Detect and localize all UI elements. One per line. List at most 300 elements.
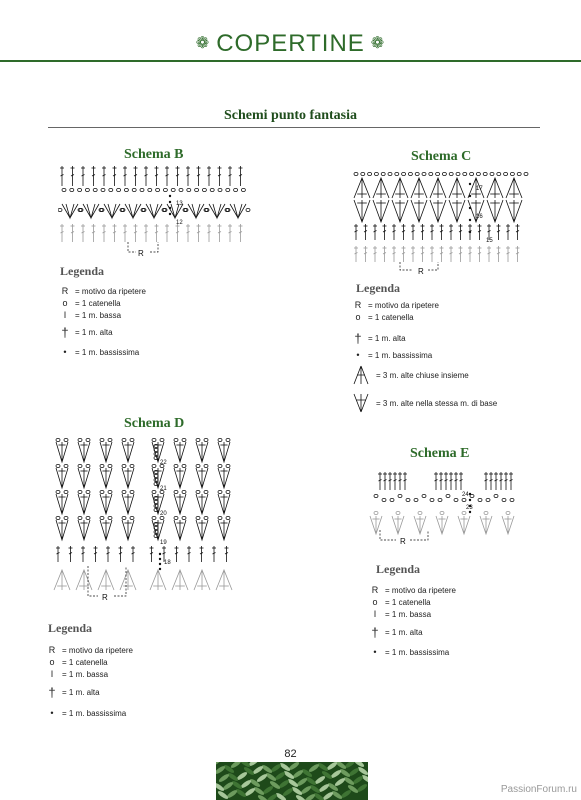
chart-stroke (86, 516, 90, 519)
chart-stroke (442, 172, 446, 175)
knit-stitch (218, 773, 230, 783)
schema-d-title: Schema D (124, 416, 185, 431)
chart-stroke (226, 516, 230, 519)
flower-icon: ❁ (370, 34, 386, 52)
chart-stroke (478, 498, 482, 501)
slip-stitch-icon: • (50, 708, 54, 718)
chart-stroke (469, 219, 471, 221)
slip-stitch-icon: • (373, 647, 377, 657)
header-title: COPERTINE (216, 30, 365, 57)
chart-stroke (159, 568, 161, 570)
chart-stroke (396, 511, 400, 514)
chart-stroke (169, 207, 171, 209)
legend-text: = 1 m. alta (62, 687, 100, 697)
legend-text: = motivo da ripetere (62, 645, 133, 655)
chart-stroke (174, 438, 178, 441)
repeat-icon: R (61, 286, 69, 296)
legend-text: = 1 catenella (62, 657, 108, 667)
legend-row (59, 297, 146, 309)
single-crochet-icon: I (63, 310, 67, 320)
legend-row (369, 584, 456, 596)
chart-stroke (159, 563, 161, 565)
section-title: Schemi punto fantasia (223, 108, 358, 123)
single-crochet-icon: I (50, 669, 54, 679)
chart-stroke (64, 516, 68, 519)
chart-stroke (454, 498, 458, 501)
chart-stroke (411, 178, 427, 198)
knit-stitch (308, 763, 320, 773)
chart-stroke (101, 188, 105, 191)
chart-stroke (83, 204, 99, 218)
repeat-icon: R (354, 300, 362, 310)
chart-stroke (122, 490, 126, 493)
chart-stroke (395, 172, 399, 175)
chart-stroke (174, 516, 178, 519)
schema-b-legend-title: Legenda (60, 264, 105, 278)
chart-stroke (58, 208, 62, 211)
chart-stroke (122, 438, 126, 441)
knit-stitch (217, 790, 229, 800)
legend-text: = 1 m. bassa (385, 609, 432, 619)
chart-stroke (56, 464, 60, 467)
chart-stroke (440, 511, 444, 514)
legend-text: = 1 m. bassissima (368, 350, 433, 360)
schema-b-diagram (58, 162, 258, 262)
legend-text: = 1 m. bassissima (75, 347, 140, 357)
schema-d-legend-title: Legenda (48, 621, 93, 635)
chart-stroke (188, 204, 204, 218)
schema-c-title: Schema C (411, 149, 472, 164)
knit-stitch (357, 766, 368, 776)
legend-text: = 1 catenella (75, 298, 121, 308)
schema-e-legend (369, 584, 456, 660)
chart-stroke (494, 494, 498, 497)
chart-stroke (390, 498, 394, 501)
legend-row (369, 608, 456, 620)
chart-stroke (54, 570, 70, 590)
chart-stroke (86, 438, 90, 441)
chart-stroke (194, 570, 210, 590)
legend-text: = 1 m. alta (368, 333, 406, 343)
double-crochet-icon: † (371, 624, 379, 640)
chart-stroke (156, 188, 160, 191)
legend-row (46, 644, 133, 656)
chart-stroke (117, 188, 121, 191)
chart-stroke (382, 498, 386, 501)
chart-stroke (202, 188, 206, 191)
chart-stroke (402, 172, 406, 175)
legend-row (46, 704, 133, 722)
schema-e-number: 24 (462, 492, 469, 498)
chart-stroke (226, 464, 230, 467)
knit-stitch (343, 776, 355, 786)
schema-b-repeat-label: R (138, 249, 144, 258)
chart-stroke (218, 188, 222, 191)
chart-stroke (226, 438, 230, 441)
knit-stitch (283, 770, 295, 780)
legend-text: = 1 m. alta (75, 327, 113, 337)
schema-d-repeat-label: R (102, 593, 108, 602)
legend-text: = 3 m. alte nella stessa m. di base (376, 398, 498, 408)
chart-stroke (234, 188, 238, 191)
chart-stroke (150, 570, 166, 590)
knit-stitch (265, 772, 277, 782)
chart-stroke (374, 511, 378, 514)
legend-text: = motivo da ripetere (75, 286, 146, 296)
legend-text: = 1 catenella (385, 597, 431, 607)
schema-c-number: 17 (476, 186, 483, 192)
schema-b-number: 12 (176, 220, 183, 226)
chart-stroke (381, 172, 385, 175)
knit-stitch (309, 784, 321, 794)
schema-c-number: 15 (486, 238, 493, 244)
chart-stroke (56, 490, 60, 493)
chart-stroke (504, 172, 508, 175)
chart-stroke (487, 178, 503, 198)
section-divider (48, 127, 540, 128)
page-header (0, 30, 581, 58)
knit-stitch (227, 772, 239, 782)
chart-stroke (506, 178, 522, 198)
chart-stroke (210, 188, 214, 191)
schema-c-diagram (352, 170, 537, 280)
chart-stroke (484, 511, 488, 514)
chart-stroke (64, 490, 68, 493)
chart-stroke (429, 172, 433, 175)
knit-stitch (279, 762, 291, 772)
chain-icon: o (62, 298, 68, 308)
flower-icon: ❁ (195, 34, 211, 52)
chart-stroke (406, 498, 410, 501)
chart-stroke (218, 464, 222, 467)
schema-e-repeat-label: R (400, 537, 406, 546)
chart-stroke (140, 188, 144, 191)
chart-stroke (130, 490, 134, 493)
chart-stroke (78, 516, 82, 519)
chart-stroke (469, 499, 471, 501)
chain-icon: o (372, 597, 378, 607)
schema-d-number: 20 (160, 511, 167, 517)
schema-b-legend (59, 285, 146, 361)
schema-d-legend (46, 644, 133, 722)
chart-stroke (179, 188, 183, 191)
chart-stroke (196, 464, 200, 467)
schema-c-legend-title: Legenda (356, 281, 401, 295)
chart-stroke (218, 490, 222, 493)
chart-stroke (163, 188, 167, 191)
legend-row (352, 349, 497, 361)
chart-stroke (218, 516, 222, 519)
legend-row (352, 361, 497, 389)
double-crochet-icon: † (48, 684, 56, 700)
chart-stroke (64, 464, 68, 467)
legend-row (59, 285, 146, 297)
legend-row (352, 311, 497, 323)
slip-stitch-icon: • (63, 347, 67, 357)
chart-stroke (122, 516, 126, 519)
legend-row (59, 343, 146, 361)
chart-stroke (510, 172, 514, 175)
chart-stroke (182, 464, 186, 467)
chart-stroke (78, 464, 82, 467)
chart-stroke (56, 516, 60, 519)
schema-d-diagram (48, 436, 248, 606)
legend-text: = 1 m. bassissima (385, 647, 450, 657)
chart-stroke (361, 172, 365, 175)
chart-stroke (415, 172, 419, 175)
repeat-icon: R (48, 645, 56, 655)
schema-e-number: 23 (466, 505, 473, 511)
chart-stroke (152, 464, 156, 467)
chart-stroke (422, 494, 426, 497)
chart-stroke (490, 172, 494, 175)
chart-stroke (56, 438, 60, 441)
legend-text: = 1 m. alta (385, 627, 423, 637)
chart-stroke (85, 188, 89, 191)
legend-text: = 1 m. bassissima (62, 708, 127, 718)
chart-stroke (486, 498, 490, 501)
chart-stroke (470, 172, 474, 175)
chart-stroke (108, 464, 112, 467)
chart-stroke (182, 516, 186, 519)
chart-stroke (196, 490, 200, 493)
chart-stroke (182, 490, 186, 493)
knit-stitch (339, 768, 351, 778)
schema-d-number: 22 (160, 460, 167, 466)
schema-c-repeat-label: R (418, 267, 424, 276)
knit-stitch (331, 790, 343, 800)
knit-texture-image (216, 762, 368, 800)
double-crochet-icon: † (61, 324, 69, 340)
chart-stroke (408, 172, 412, 175)
chart-stroke (226, 490, 230, 493)
knit-stitch (230, 762, 242, 769)
knit-stitch (305, 776, 317, 786)
legend-text: = motivo da ripetere (385, 585, 456, 595)
knit-stitch (287, 778, 299, 788)
chart-stroke (159, 553, 161, 555)
chart-stroke (64, 438, 68, 441)
chart-stroke (354, 178, 370, 198)
legend-text: = 3 m. alte chiuse insieme (376, 370, 469, 380)
chart-stroke (130, 438, 134, 441)
chart-stroke (104, 204, 120, 218)
chain-icon: o (49, 657, 55, 667)
watermark: PassionForum.ru (500, 784, 577, 795)
chart-stroke (78, 188, 82, 191)
knit-texture-pattern (216, 762, 368, 800)
chart-stroke (469, 195, 471, 197)
chart-stroke (100, 516, 104, 519)
chart-stroke (132, 188, 136, 191)
legend-text: = 1 m. bassa (62, 669, 109, 679)
chart-stroke (246, 208, 250, 211)
chart-stroke (146, 204, 162, 218)
chart-stroke (195, 188, 199, 191)
chart-stroke (430, 178, 446, 198)
knit-stitch (253, 786, 265, 796)
chart-stroke (392, 178, 408, 198)
header-divider (0, 60, 581, 62)
schema-d-number: 18 (164, 560, 171, 566)
legend-text: = 1 catenella (368, 312, 414, 322)
slip-stitch-icon: • (356, 350, 360, 360)
chart-stroke (230, 204, 246, 218)
chart-stroke (506, 511, 510, 514)
chart-stroke (174, 464, 178, 467)
legend-text: = 1 m. bassa (75, 310, 122, 320)
legend-row (369, 596, 456, 608)
chart-stroke (76, 570, 92, 590)
knit-stitch (261, 764, 273, 774)
chart-stroke (216, 570, 232, 590)
chart-stroke (204, 490, 208, 493)
chart-stroke (182, 438, 186, 441)
chart-stroke (469, 183, 471, 185)
chart-stroke (469, 511, 471, 513)
chart-stroke (510, 498, 514, 501)
knit-stitch (256, 773, 268, 783)
chart-stroke (159, 558, 161, 560)
schema-e-legend-title: Legenda (376, 562, 421, 576)
legend-row (46, 656, 133, 668)
chart-stroke (469, 231, 471, 233)
chart-stroke (436, 172, 440, 175)
knit-stitch (317, 762, 329, 772)
chart-stroke (430, 498, 434, 501)
chart-stroke (108, 438, 112, 441)
chart-stroke (187, 188, 191, 191)
chart-stroke (241, 188, 245, 191)
chart-stroke (174, 490, 178, 493)
chart-stroke (122, 464, 126, 467)
schema-d-number: 19 (160, 540, 167, 546)
schema-c-number: 16 (476, 214, 483, 220)
chart-stroke (78, 438, 82, 441)
chart-stroke (86, 464, 90, 467)
chart-stroke (418, 511, 422, 514)
knit-stitch (282, 787, 294, 797)
schema-e-title: Schema E (410, 446, 470, 461)
chart-stroke (354, 172, 358, 175)
cluster-icon (352, 364, 370, 386)
chart-stroke (172, 570, 188, 590)
chart-stroke (414, 498, 418, 501)
chart-stroke (169, 201, 171, 203)
chart-stroke (463, 172, 467, 175)
repeat-icon: R (371, 585, 379, 595)
chart-stroke (422, 172, 426, 175)
chart-stroke (130, 464, 134, 467)
chart-stroke (204, 438, 208, 441)
chart-stroke (524, 172, 528, 175)
chart-stroke (502, 498, 506, 501)
chart-stroke (93, 188, 97, 191)
chart-stroke (152, 516, 156, 519)
legend-row (59, 321, 146, 343)
legend-row (46, 668, 133, 680)
chart-stroke (70, 188, 74, 191)
schema-b-title: Schema B (124, 147, 184, 162)
schema-c-legend (352, 299, 497, 417)
legend-row (352, 327, 497, 349)
chart-stroke (196, 438, 200, 441)
chart-stroke (154, 482, 158, 485)
chart-stroke (226, 188, 230, 191)
chart-stroke (497, 172, 501, 175)
chart-stroke (108, 516, 112, 519)
legend-row (59, 309, 146, 321)
legend-row (369, 644, 456, 660)
chart-stroke (100, 438, 104, 441)
knit-stitch (216, 765, 226, 775)
chart-stroke (456, 172, 460, 175)
chart-stroke (108, 490, 112, 493)
chart-stroke (446, 494, 450, 497)
chart-stroke (469, 207, 471, 209)
chart-stroke (196, 516, 200, 519)
chart-stroke (152, 490, 156, 493)
chart-stroke (483, 172, 487, 175)
chart-stroke (109, 188, 113, 191)
chart-stroke (78, 490, 82, 493)
chart-stroke (154, 534, 158, 537)
chart-stroke (62, 204, 78, 218)
chart-stroke (462, 511, 466, 514)
chart-stroke (100, 490, 104, 493)
legend-row (369, 620, 456, 644)
chart-stroke (438, 498, 442, 501)
knit-stitch (235, 788, 247, 798)
shell-icon (352, 392, 370, 414)
schema-b-number: 13 (176, 201, 183, 207)
knit-stitch (216, 762, 222, 767)
chart-stroke (218, 438, 222, 441)
chart-stroke (476, 172, 480, 175)
legend-text: = motivo da ripetere (368, 300, 439, 310)
chart-stroke (374, 172, 378, 175)
knit-stitch (334, 777, 346, 787)
chart-stroke (154, 456, 158, 459)
page-number: 82 (284, 748, 297, 760)
chart-stroke (517, 172, 521, 175)
chart-stroke (120, 570, 136, 590)
chart-stroke (449, 172, 453, 175)
schema-e-diagram (366, 466, 526, 546)
chart-stroke (152, 438, 156, 441)
chart-stroke (449, 178, 465, 198)
chart-stroke (204, 516, 208, 519)
legend-row (46, 680, 133, 704)
legend-row (352, 299, 497, 311)
chart-stroke (100, 464, 104, 467)
chart-stroke (204, 464, 208, 467)
chart-stroke (368, 172, 372, 175)
knit-stitch (231, 780, 243, 790)
knit-stitch (291, 786, 303, 796)
chart-stroke (130, 516, 134, 519)
chart-stroke (169, 213, 171, 215)
chart-stroke (160, 438, 164, 441)
single-crochet-icon: I (373, 609, 377, 619)
legend-row (352, 389, 497, 417)
chart-stroke (125, 204, 141, 218)
chart-stroke (374, 494, 378, 497)
chart-stroke (169, 195, 171, 197)
chart-stroke (86, 490, 90, 493)
chart-stroke (154, 508, 158, 511)
chart-stroke (373, 178, 389, 198)
